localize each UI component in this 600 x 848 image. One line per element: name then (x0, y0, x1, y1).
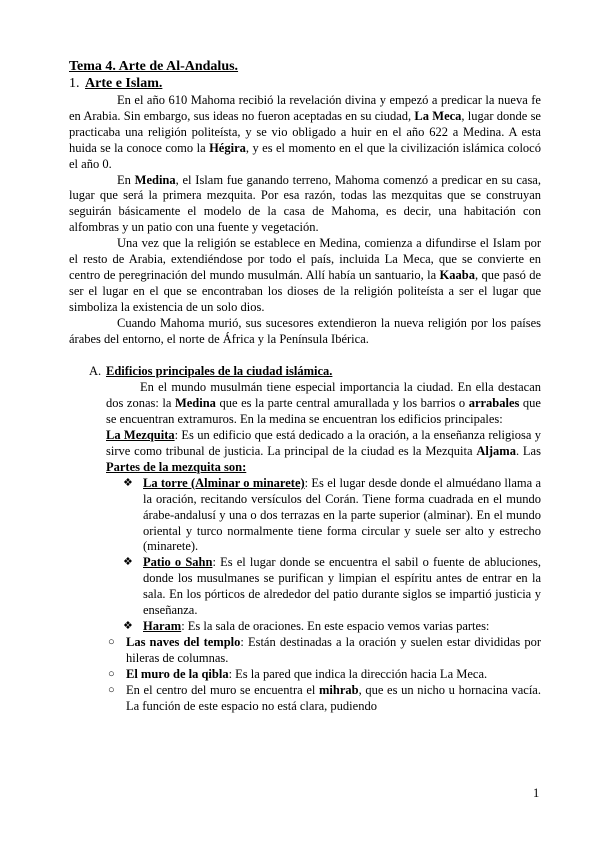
section-1-number: 1. (69, 76, 80, 91)
text: que se encuentran extramuros. En la medina se encuentran los edificios principales: (106, 396, 541, 427)
spacer (69, 348, 541, 364)
bold-term: Hégira (209, 140, 246, 155)
bold-term: Kaaba (439, 267, 475, 282)
list-item-torre (123, 476, 541, 556)
bold-term: Aljama (476, 444, 516, 459)
paragraph-hegira (69, 93, 541, 173)
document-title: Tema 4. Arte de Al-Andalus. (69, 59, 239, 74)
sub-label: Las naves del templo (126, 634, 241, 649)
document-page (69, 58, 541, 714)
text: Una vez que la religión se establece en Medina, comienza a difundirse el Islam por el resto de Arabia, extendiéndose por todo el país, incluida La Meca, que se convierte en centro de peregrinación del mundo musulmán. Allí había un santuario, la (69, 236, 541, 282)
page-number: 1 (533, 786, 540, 800)
bullet-label: Haram (143, 619, 182, 633)
diamond-bullet-icon: ❖ (123, 476, 133, 489)
bullet-text: : Es la sala de oraciones. En este espacio vemos varias partes: (181, 619, 490, 633)
text: , el Islam fue ganando terreno, Mahoma comenzó a predicar en su casa, lugar que será la primera mezquita. Por esa razón, todas las mezquitas que se construyan seguirán básicamente el modelo de la casa de Mahoma, es decir, una habitación con alfombras y un patio con una fuente y vegetación. (69, 172, 541, 235)
diamond-bullet-icon: ❖ (123, 556, 133, 569)
underlined-term: La Mezquita (106, 428, 175, 443)
circle-bullet-icon: ○ (108, 667, 115, 680)
section-1-title: Arte e Islam. (85, 76, 163, 91)
sub-text: : Están destinadas a la oración y suelen estar divididas por hileras de columnas. (126, 634, 542, 665)
text: que es la parte central amurallada y los barrios o (215, 396, 469, 411)
sub-text: , que es un nicho u hornacina vacía. La función de este espacio no está clara, pudiendo (126, 682, 541, 713)
sub-text: : Es la pared que indica la dirección hacia La Meca. (228, 666, 488, 681)
diamond-bullet-icon: ❖ (123, 620, 133, 632)
bold-term: Medina (134, 172, 176, 187)
paragraph-mezquita (106, 428, 541, 476)
circle-bullet-icon: ○ (108, 635, 115, 648)
sub-label: El muro de la qibla (126, 666, 229, 681)
paragraph-medina (69, 173, 541, 237)
section-a-heading (89, 364, 541, 380)
text: , lugar donde se practicaba una religión politeísta, y se vio obligado a huir en el año 622 a Medina. A esta huida se la conoce como la (69, 108, 541, 155)
bold-term: La Meca (414, 108, 462, 123)
list-item-haram (123, 619, 541, 635)
text: : Es un edificio que está dedicado a la oración, a la enseñanza religiosa y sirve como tribunal de justicia. La principal de la ciudad es la Mezquita (106, 428, 541, 459)
bold-term: mihrab (318, 682, 359, 697)
underlined-term: Partes de la mezquita son: (106, 459, 247, 474)
section-1-heading (69, 75, 541, 92)
text: En (117, 172, 135, 187)
bullet-label: La torre (Alminar o minarete) (143, 475, 305, 490)
text: , que pasó de ser el lugar en el que se encontraban los dioses de la religión politeísta a ser el lugar que simboliza la existencia de un solo dios. (69, 267, 542, 314)
paragraph-expansion: Cuando Mahoma murió, sus sucesores extendieron la nueva religión por los países árabes del entorno, el norte de África y la Península Ibérica. (69, 315, 541, 346)
sublist-item-naves (106, 635, 541, 667)
bullet-text: : Es el lugar donde se encuentra el sabil o fuente de abluciones, donde los musulmanes se purifican y limpian el espíritu antes de entrar en la sala. En los pórticos de alrededor del patio durante siglos se impartió justicia y enseñanza. (143, 555, 541, 618)
bold-term: arrabales (468, 396, 520, 411)
section-a-title: Edificios principales de la ciudad islámica. (106, 363, 333, 378)
list-item-patio (123, 555, 541, 619)
sublist-item-qibla (106, 667, 541, 683)
paragraph-kaaba (69, 236, 541, 316)
sublist-item-mihrab (106, 683, 541, 715)
bullet-label: Patio o Sahn (143, 555, 213, 570)
section-a-letter: A. (89, 363, 102, 378)
text: , y es el momento en el que la civilización islámica colocó el año 0. (69, 140, 541, 171)
text: En el año 610 Mahoma recibió la revelación divina y empezó a predicar la nueva fe en Arabia. Sin embargo, sus ideas no fueron aceptadas en su ciudad, (69, 93, 541, 123)
sub-text: En el centro del muro se encuentra el (126, 682, 319, 697)
bullet-text: : Es el lugar desde donde el almuédano llama a la oración, recitando versículos del Corán. Tiene forma cuadrada en el mundo árabe-andalusí y una o dos terrazas en la parte superior (alminar). En el mundo oriental y turco normalmente tiene forma circular y suele ser alto y estrecho (minarete). (143, 475, 541, 554)
text: En el mundo musulmán tiene especial importancia la ciudad. En ella destacan dos zonas: la (106, 380, 541, 411)
text: . Las (515, 444, 541, 459)
circle-bullet-icon: ○ (108, 683, 115, 696)
paragraph-ciudad (106, 380, 541, 428)
bold-term: Medina (174, 396, 216, 411)
